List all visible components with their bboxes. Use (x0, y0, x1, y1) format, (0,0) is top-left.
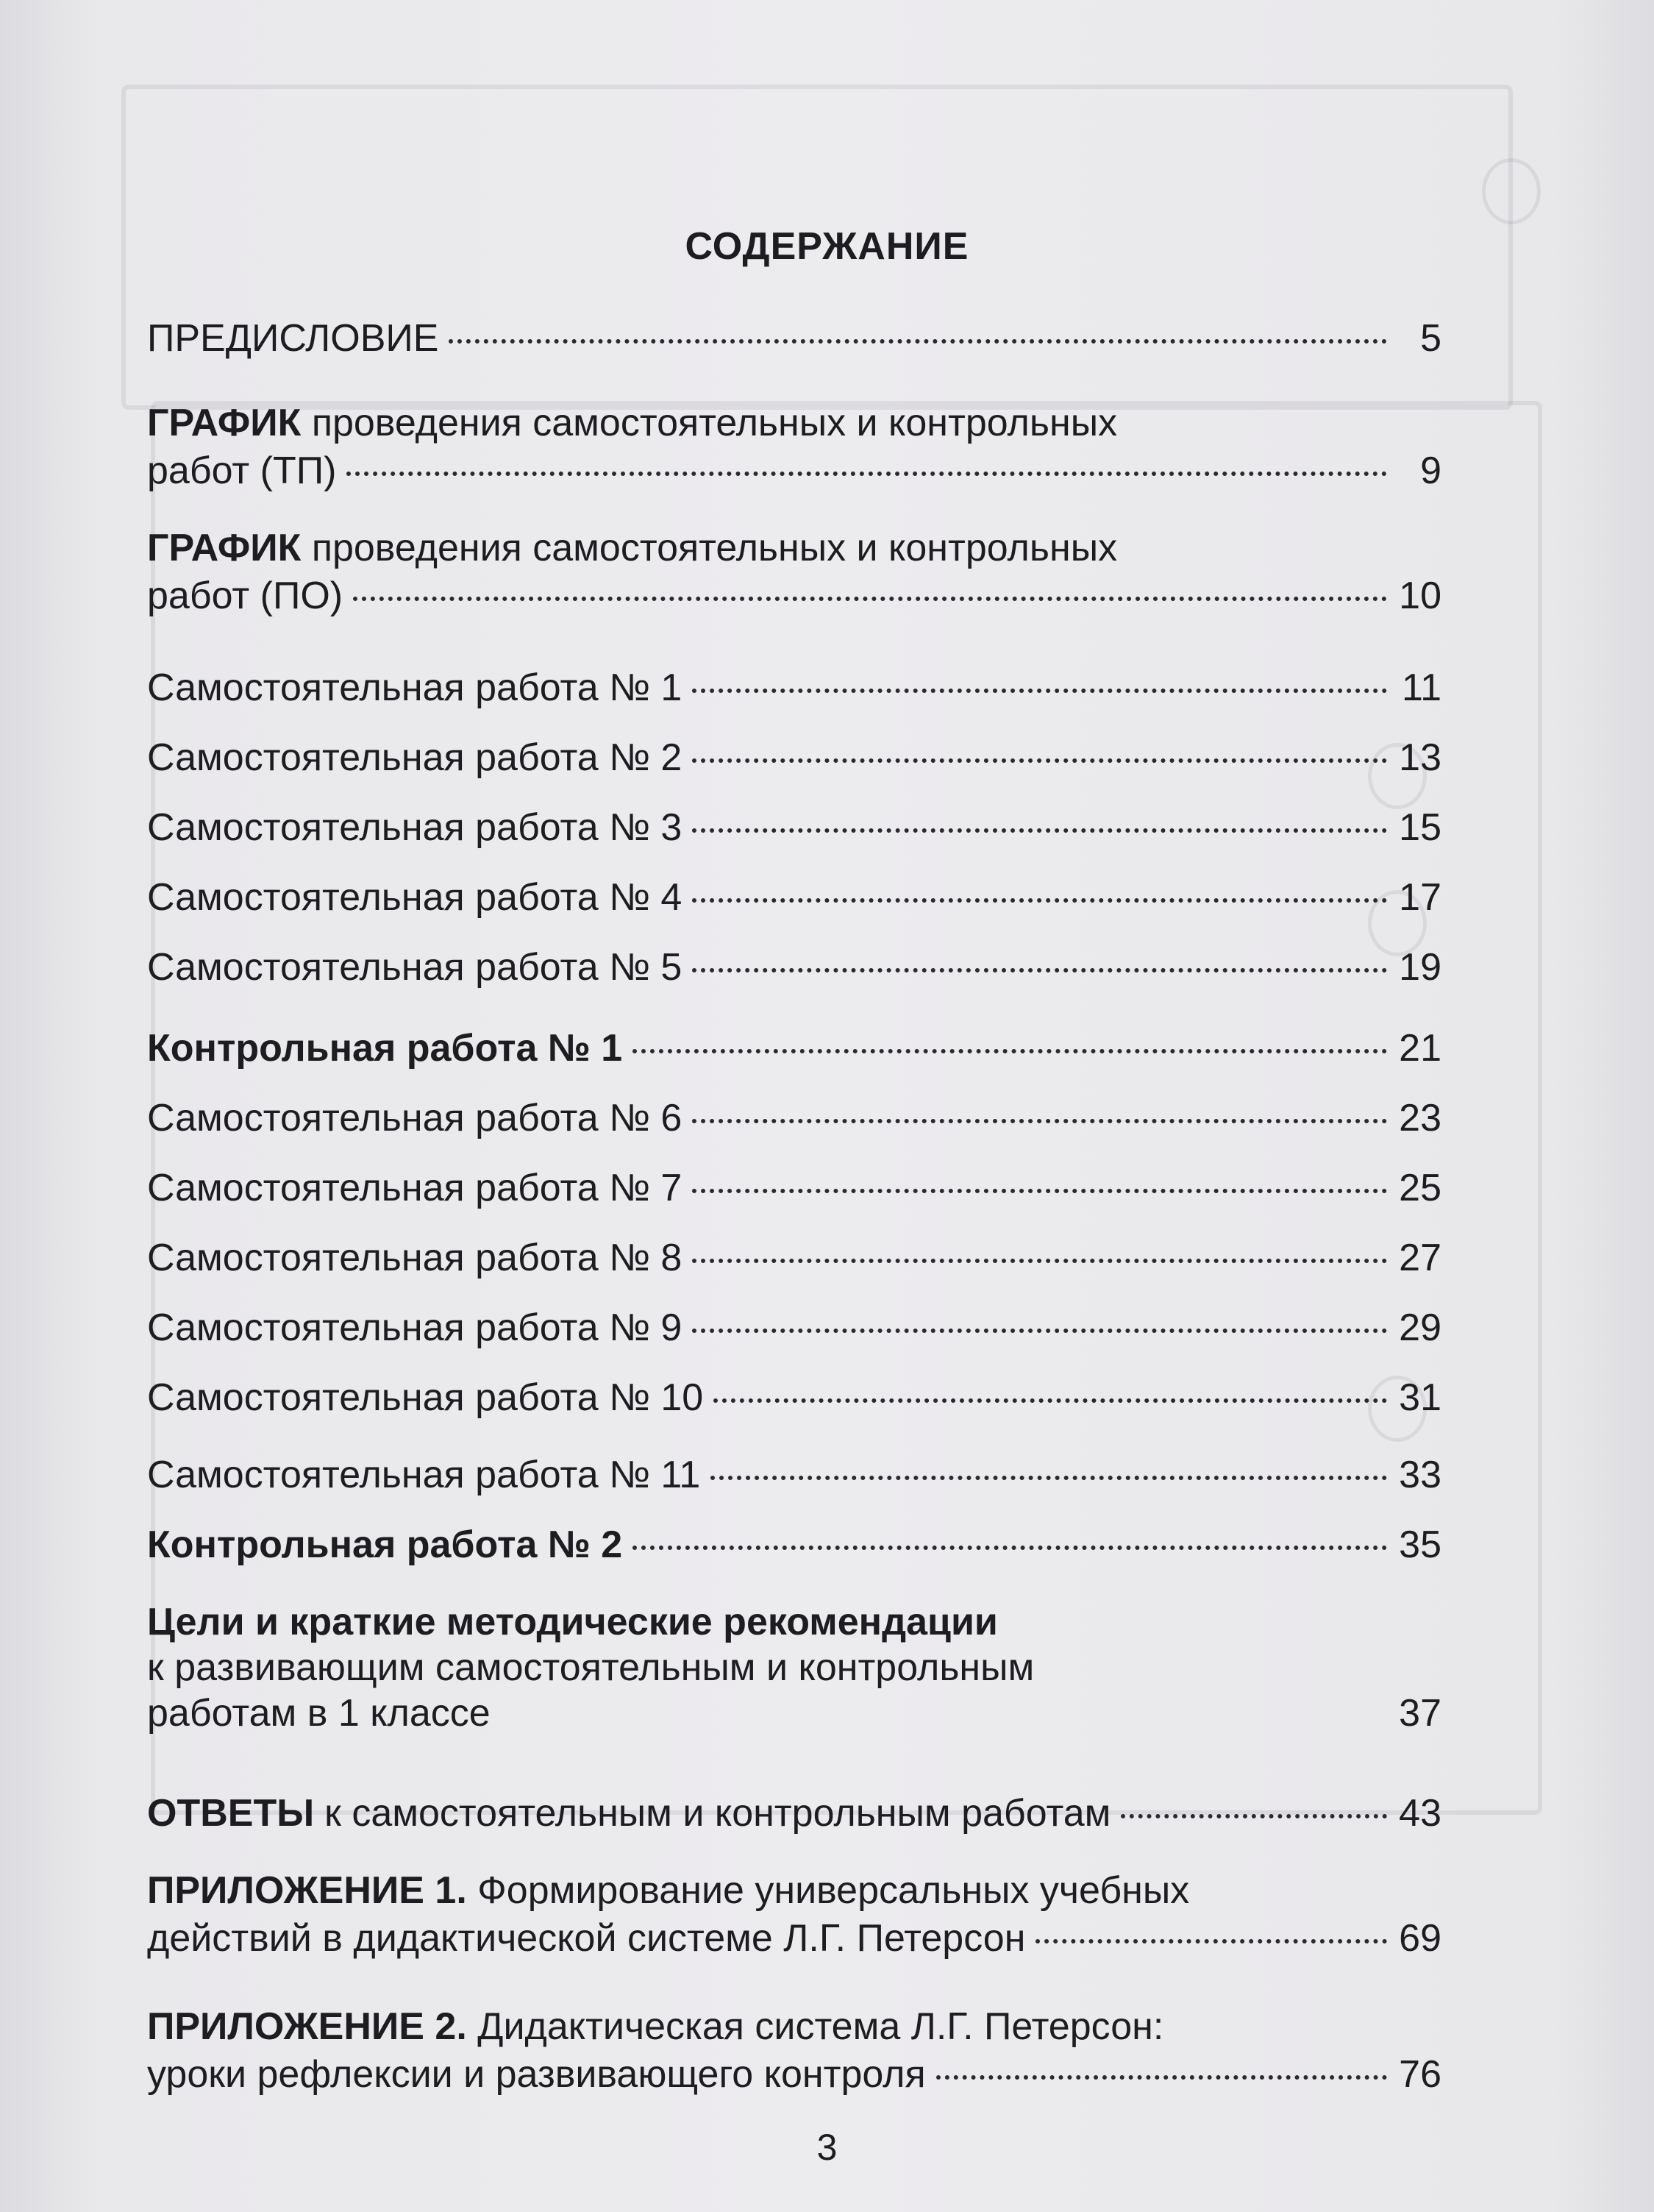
toc-entry[interactable] (147, 526, 1441, 618)
entry-title: Самостоятельная работа № 10 (147, 1376, 704, 1419)
entry-title: Самостоятельная работа № 8 (147, 1237, 682, 1279)
entry-title: Дидактическая система Л.Г. Петерсон: (477, 2005, 1164, 2048)
entry-title-bold: Контрольная работа № 1 (147, 1027, 623, 1070)
dot-leader (692, 689, 1387, 693)
toc-entry[interactable] (147, 1376, 1441, 1420)
entry-page: 33 (1399, 1454, 1441, 1496)
toc-entry[interactable] (147, 1306, 1441, 1350)
toc-entry[interactable] (147, 401, 1441, 493)
toc-entry[interactable] (147, 666, 1441, 710)
dot-leader (501, 1714, 1387, 1718)
toc-entry[interactable] (147, 1868, 1441, 1960)
entry-title-bold: Цели и краткие методические рекомендации (147, 1601, 998, 1643)
toc-entry[interactable] (147, 1791, 1441, 1835)
dot-leader (713, 1398, 1387, 1403)
toc-entry[interactable] (147, 1523, 1441, 1567)
toc-entry[interactable] (147, 1236, 1441, 1280)
entry-page: 43 (1399, 1792, 1441, 1835)
entry-title-bold: ПРИЛОЖЕНИЕ 2. (147, 2005, 467, 2048)
entry-page: 27 (1399, 1237, 1441, 1279)
entry-page: 29 (1399, 1306, 1441, 1349)
entry-title-cont: работ (ТП) (147, 449, 337, 492)
entry-title: Самостоятельная работа № 6 (147, 1097, 682, 1139)
entry-title-bold: Контрольная работа № 2 (147, 1523, 623, 1566)
entry-title-cont: работ (ПО) (147, 575, 343, 617)
entry-title: Самостоятельная работа № 4 (147, 876, 682, 919)
entry-page: 17 (1399, 876, 1441, 919)
toc-entry[interactable] (147, 1453, 1441, 1497)
entry-title: к самостоятельным и контрольным работам (324, 1792, 1111, 1835)
dot-leader (692, 1189, 1387, 1193)
entry-title-bold: ПРИЛОЖЕНИЕ 1. (147, 1869, 467, 1912)
entry-title: Самостоятельная работа № 9 (147, 1306, 682, 1349)
bleed-through-circle (1482, 158, 1541, 224)
entry-title: Самостоятельная работа № 5 (147, 946, 682, 989)
entry-title: проведения самостоятельных и контрольных (311, 527, 1118, 569)
entry-page: 13 (1399, 736, 1441, 779)
dot-leader (936, 2075, 1387, 2080)
entry-title: Самостоятельная работа № 7 (147, 1167, 682, 1209)
toc-entry[interactable] (147, 1096, 1441, 1140)
entry-page: 23 (1399, 1097, 1441, 1139)
entry-page: 19 (1399, 946, 1441, 989)
dot-leader (692, 1119, 1387, 1123)
dot-leader (710, 1476, 1387, 1480)
dot-leader (692, 968, 1387, 972)
toc-entry[interactable] (147, 2005, 1441, 2097)
entry-page: 10 (1399, 575, 1441, 617)
entry-title-cont: к развивающим самостоятельным и контрольным (147, 1646, 1035, 1689)
entry-page: 25 (1399, 1167, 1441, 1209)
entry-title: Самостоятельная работа № 1 (147, 666, 682, 709)
entry-title-bold: ГРАФИК (147, 402, 302, 444)
toc-entry[interactable] (147, 945, 1441, 989)
entry-page: 11 (1402, 666, 1441, 709)
toc-entry[interactable] (147, 806, 1441, 850)
dot-leader (692, 898, 1387, 903)
entry-page: 76 (1399, 2053, 1441, 2096)
entry-title-cont: действий в дидактической системе Л.Г. Петерсон (147, 1917, 1026, 1960)
entry-title: Самостоятельная работа № 3 (147, 806, 682, 849)
entry-page: 35 (1399, 1523, 1441, 1566)
dot-leader (632, 1546, 1387, 1550)
entry-page: 69 (1399, 1917, 1441, 1960)
dot-leader (1121, 1814, 1387, 1818)
entry-page: 9 (1420, 449, 1441, 492)
toc-entry[interactable] (147, 736, 1441, 780)
toc-entry[interactable] (147, 875, 1441, 920)
entry-title: проведения самостоятельных и контрольных (311, 402, 1118, 444)
toc-entry[interactable] (147, 1166, 1441, 1210)
dot-leader (449, 339, 1387, 344)
entry-page: 21 (1399, 1027, 1441, 1070)
entry-title: Самостоятельная работа № 11 (147, 1454, 701, 1496)
entry-title-cont: уроки рефлексии и развивающего контроля (147, 2053, 926, 2096)
dot-leader (692, 758, 1387, 763)
toc-entry[interactable] (147, 316, 1441, 360)
toc-entry[interactable] (147, 1026, 1441, 1070)
entry-title: ПРЕДИСЛОВИЕ (147, 317, 439, 360)
entry-page: 5 (1420, 317, 1441, 360)
entry-title: Формирование универсальных учебных (477, 1869, 1190, 1912)
entry-page: 31 (1399, 1376, 1441, 1419)
dot-leader (632, 1049, 1387, 1053)
entry-page: 37 (1399, 1692, 1441, 1735)
entry-title-bold: ОТВЕТЫ (147, 1792, 315, 1835)
page-number: 3 (816, 2127, 838, 2168)
entry-title-bold: ГРАФИК (147, 527, 302, 569)
dot-leader (353, 597, 1387, 601)
dot-leader (692, 1329, 1387, 1333)
dot-leader (692, 828, 1387, 833)
dot-leader (692, 1259, 1387, 1263)
entry-page: 15 (1399, 806, 1441, 849)
dot-leader (1035, 1939, 1387, 1943)
entry-title: Самостоятельная работа № 2 (147, 736, 682, 779)
toc-entry[interactable] (147, 1600, 1441, 1735)
toc-heading: СОДЕРЖАНИЕ (685, 225, 969, 268)
entry-title-cont: работам в 1 классе (147, 1692, 491, 1735)
dot-leader (346, 472, 1387, 476)
